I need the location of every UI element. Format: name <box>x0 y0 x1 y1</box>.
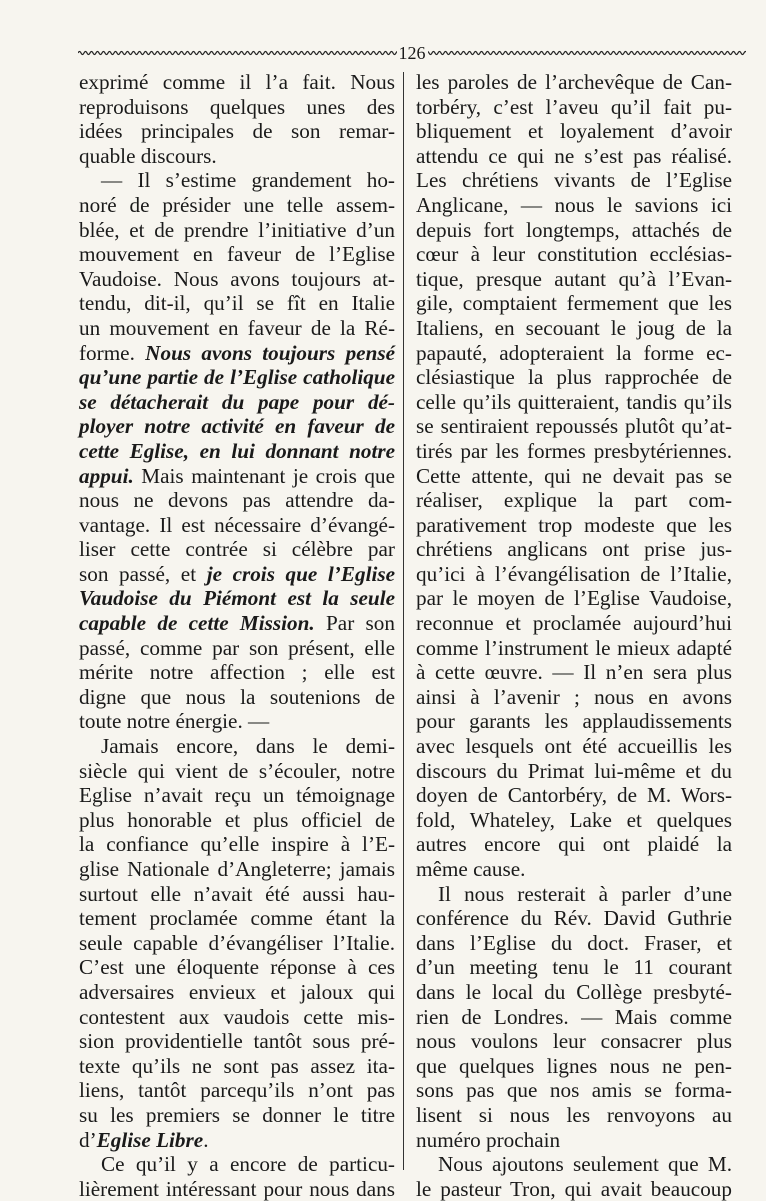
text-line <box>79 611 395 636</box>
text-line <box>79 1128 395 1153</box>
text-line: noré de présider une telle assem- <box>79 192 395 217</box>
text-line: mérite notre affection ; elle est <box>79 660 395 685</box>
text-run: son passé, et <box>79 561 207 586</box>
text-line: se sentiraient repoussés plutôt qu’at- <box>416 414 732 439</box>
text-line: numéro prochain <box>416 1127 561 1152</box>
emphasis-text: capable de cette Mission. <box>79 611 315 636</box>
text-line: Les chrétiens vivants de l’Eglise <box>416 168 732 193</box>
text-run: Mais maintenant je crois que <box>133 463 395 488</box>
text-line: adversaires envieux et jaloux qui <box>79 979 395 1004</box>
text-line: liser cette contrée si célèbre par <box>79 537 395 562</box>
text-line: torbéry, c’est l’aveu qu’il fait pu- <box>416 94 732 119</box>
text-run: Par son <box>314 611 395 636</box>
text-line: seule capable d’évangéliser l’Italie. <box>79 930 395 955</box>
text-line: vantage. Il est nécessaire d’évangé- <box>79 512 395 537</box>
text-line: reconnue et proclamée aujourd’hui <box>416 611 732 636</box>
text-run: d’ <box>79 1127 97 1152</box>
text-line: les paroles de l’archevêque de Can- <box>416 70 732 94</box>
text-line: d’un meeting tenu le 11 courant <box>416 955 732 980</box>
text-line: nous voulons leur consacrer plus <box>416 1029 732 1054</box>
text-line: cette Eglise, en lui donnant notre <box>79 438 395 463</box>
text-line: mouvement en faveur de l’Eglise <box>79 242 395 267</box>
text-line <box>79 562 395 587</box>
text-line: contestent aux vaudois cette mis- <box>79 1004 395 1029</box>
text-line: passé, comme par son présent, elle <box>79 635 395 660</box>
text-line: lièrement intéressant pour nous dans <box>79 1176 395 1201</box>
text-line: tendu, dit-il, qu’il se fît en Italie <box>79 291 395 316</box>
text-line: qu’ici à l’évangélisation de l’Italie, <box>416 561 732 586</box>
text-line: Il nous resterait à parler d’une <box>438 881 732 906</box>
text-line: nous ne devons pas attendre da- <box>79 488 395 513</box>
text-line: Anglicane, — nous le savions ici <box>416 192 732 217</box>
text-line: liens, tantôt parcequ’ils n’ont pas <box>79 1078 395 1103</box>
page-header <box>78 42 746 64</box>
text-line: fold, Whateley, Lake et quelques <box>416 807 732 832</box>
text-line: plus honorable et plus officiel de <box>79 807 395 832</box>
text-line: reproduisons quelques unes des <box>79 94 395 119</box>
text-line: doyen de Cantorbéry, de M. Wors- <box>416 783 732 808</box>
text-line: celle qu’ils quitteraient, tandis qu’ils <box>416 389 732 414</box>
text-line: pour garants les applaudissements <box>416 709 732 734</box>
text-run: . <box>203 1127 209 1152</box>
text-line: tique, presque autant qu’à l’Evan- <box>416 266 732 291</box>
text-line: dans le local du Collège presbyté- <box>416 979 732 1004</box>
emphasis-text: Eglise Libre <box>96 1127 204 1152</box>
emphasis-text: Nous avons toujours pensé <box>145 340 395 365</box>
text-line: Jamais encore, dans le demi- <box>101 734 395 759</box>
text-line <box>79 341 395 366</box>
text-line: Vaudoise. Nous avons toujours at- <box>79 266 395 291</box>
text-line: cœur à leur constitution ecclésias- <box>416 242 732 267</box>
left-column <box>79 70 395 1201</box>
column-divider <box>403 72 404 1170</box>
text-line: texte qu’ils ne sont pas assez ita- <box>79 1053 395 1078</box>
text-line: que quelques lignes nous ne pen- <box>416 1053 732 1078</box>
text-line: ployer notre activité en faveur de <box>79 414 395 439</box>
text-line: comme l’instrument le mieux adapté <box>416 635 732 660</box>
emphasis-text: appui. <box>79 463 134 488</box>
text-line: un mouvement en faveur de la Ré- <box>79 315 395 340</box>
text-line: chrétiens anglicans ont prise jus- <box>416 537 732 562</box>
text-line: lisent si nous les renvoyons au <box>416 1102 732 1127</box>
text-line: sons pas que nos amis se forma- <box>416 1078 732 1103</box>
text-line: tirés par les formes presbytériennes. <box>416 438 732 463</box>
text-line: blée, et de prendre l’initiative d’un <box>79 217 395 242</box>
text-line: exprimé comme il l’a fait. Nous <box>79 70 395 94</box>
text-line: à cette œuvre. — Il n’en sera plus <box>416 660 732 685</box>
text-line: autres encore qui ont plaidé la <box>416 832 732 857</box>
text-line: dans l’Eglise du doct. Fraser, et <box>416 930 732 955</box>
text-line: même cause. <box>416 857 526 881</box>
text-line: le pasteur Tron, qui avait beaucoup <box>416 1176 732 1201</box>
text-line: glise Nationale d’Angleterre; jamais <box>79 857 395 881</box>
text-line: qu’une partie de l’Eglise catholique <box>79 365 395 390</box>
text-line: bliquement et loyalement d’avoir <box>416 119 732 144</box>
text-line: la confiance qu’elle inspire à l’E- <box>79 832 395 857</box>
text-line: C’est une éloquente réponse à ces <box>79 955 395 980</box>
text-line: Nous ajoutons seulement que M. <box>438 1152 732 1177</box>
page-number: 126 <box>398 43 426 63</box>
right-column <box>416 70 732 1201</box>
text-line: discours du Primat lui-même et du <box>416 758 732 783</box>
text-line: se détacherait du pape pour dé- <box>79 389 395 414</box>
text-line: clésiastique la plus rapprochée de <box>416 365 732 390</box>
text-line: rien de Londres. — Mais comme <box>416 1004 732 1029</box>
text-line: Vaudoise du Piémont est la seule <box>79 586 395 611</box>
text-line: quable discours. <box>79 143 217 168</box>
text-line: idées principales de son remar- <box>79 119 395 144</box>
text-line: tement proclamée comme étant la <box>79 906 395 931</box>
text-line: Italiens, en secouant le joug de la <box>416 315 732 340</box>
text-line: ainsi à l’avenir ; nous en avons <box>416 684 732 709</box>
text-line: su les premiers se donner le titre <box>79 1102 395 1127</box>
text-line: parativement trop modeste que les <box>416 512 732 537</box>
text-line: gile, comptaient fermement que les <box>416 291 732 316</box>
text-run: forme. <box>79 340 146 365</box>
text-line: Eglise n’avait reçu un témoignage <box>79 783 395 808</box>
text-line: Ce qu’il y a encore de particu- <box>101 1152 395 1177</box>
emphasis-text: je crois que l’Eglise <box>206 561 395 586</box>
text-line: toute notre énergie. — <box>79 709 270 734</box>
text-line <box>79 464 395 489</box>
text-line: Cette attente, qui ne devait pas se <box>416 463 732 488</box>
text-line: par le moyen de l’Eglise Vaudoise, <box>416 586 732 611</box>
text-line: papauté, adopteraient la forme ec- <box>416 340 732 365</box>
text-line: attendu ce qui ne s’est pas réalisé. <box>416 143 732 168</box>
text-line: depuis fort longtemps, attachés de <box>416 217 732 242</box>
text-line: réaliser, explique la part com- <box>416 488 732 513</box>
text-line: siècle qui vient de s’écouler, notre <box>79 758 395 783</box>
text-line: — Il s’estime grandement ho- <box>101 168 395 193</box>
text-line: conférence du Rév. David Guthrie <box>416 906 732 931</box>
text-line: digne que nous la soutenions de <box>79 684 395 709</box>
text-line: avec lesquels ont été accueillis les <box>416 734 732 759</box>
text-line: surtout elle n’avait été aussi hau- <box>79 881 395 906</box>
text-line: sion providentielle tantôt sous pré- <box>79 1029 395 1054</box>
